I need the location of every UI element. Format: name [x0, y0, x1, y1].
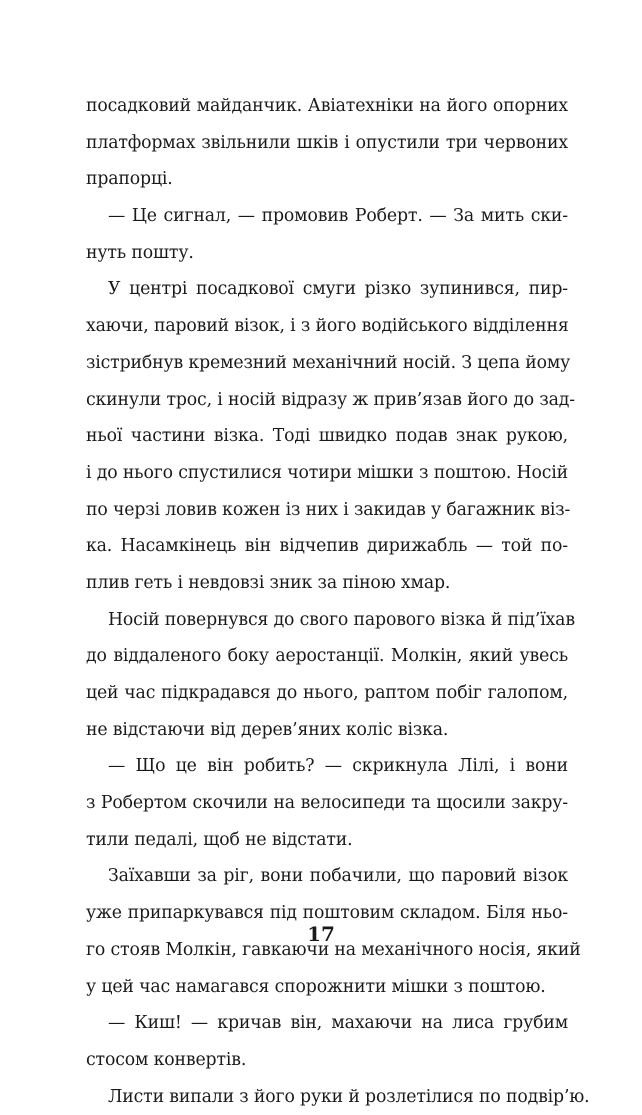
body-text — [86, 88, 590, 1115]
text-line: цей час підкрадався до нього, раптом побіг галопом, — [86, 683, 568, 703]
text-line: тили педалі, щоб не відстати. — [86, 829, 353, 850]
text-line: скинули трос, і носій відразу ж прив’язав його до зад- — [86, 389, 575, 410]
text-line: плив геть і невдовзі зник за піною хмар. — [86, 572, 451, 593]
text-line: го стояв Молкін, гавкаючи на механічного носія, який — [86, 939, 581, 960]
text-line: по черзі ловив кожен із них і закидав у багажник віз- — [86, 499, 571, 520]
text-line: платформах звільнили шків і опустили три червоних — [86, 132, 568, 153]
text-line: Листи випали з його руки й розлетілися по подвір’ю. — [108, 1086, 590, 1107]
text-line: уже припаркувався під поштовим складом. Біля ньо- — [86, 903, 568, 924]
text-line: — Киш! — кричав він, махаючи на лиса грубим — [108, 1013, 568, 1034]
text-line: прапорці. — [86, 169, 173, 190]
text-line: стосом конвертів. — [86, 1049, 247, 1070]
text-line: нуть пошту. — [86, 242, 194, 263]
text-line: з Робертом скочили на велосипеди та щосили закру- — [86, 793, 568, 814]
text-line: ка. Насамкінець він відчепив дирижабль — той по- — [86, 536, 568, 557]
text-line: Заїхавши за ріг, вони побачили, що паровий візок — [108, 866, 568, 887]
text-line: хаючи, паровий візок, і з його водійського відділення — [86, 316, 569, 337]
text-line: не відстаючи від дерев’яних коліс візка. — [86, 719, 449, 740]
text-line: ньої частини візка. Тоді швидко подав знак рукою, — [86, 426, 568, 447]
text-line: — Що це він робить? — скрикнула Лілі, і вони — [108, 756, 568, 777]
text-line: у цей час намагався спорожнити мішки з поштою. — [86, 976, 546, 997]
text-line: Носій повернувся до свого парового візка й під’їхав — [108, 609, 575, 630]
text-line: і до нього спустилися чотири мішки з поштою. Носій — [86, 462, 568, 483]
text-line: — Це сигнал, — промовив Роберт. — За мить ски- — [108, 206, 568, 227]
text-line: У центрі посадкової смуги різко зупинився, пир- — [108, 279, 568, 300]
text-line: до віддаленого боку аеростанції. Молкін, який увесь — [86, 646, 568, 667]
text-line: зістрибнув кремезний механічний носій. З цепа йому — [86, 352, 571, 373]
page-number: 17 — [307, 922, 335, 946]
text-line: посадковий майданчик. Авіатехніки на його опорних — [86, 96, 568, 116]
